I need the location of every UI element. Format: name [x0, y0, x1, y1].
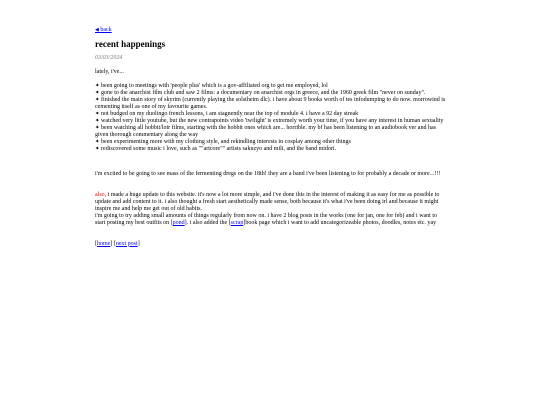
- update-paragraph: [95, 192, 447, 227]
- list-item: [95, 97, 447, 111]
- list-item: [95, 146, 447, 153]
- list-item: [95, 111, 447, 118]
- post-nav: [95, 241, 447, 248]
- bracket-close: ]: [137, 240, 140, 247]
- bracket-open: [: [113, 240, 116, 247]
- scrapbook-link[interactable]: scrap: [230, 219, 244, 226]
- also-prefix: also,: [95, 191, 107, 198]
- sparkle-bullet-icon: ✦: [95, 139, 100, 146]
- sparkle-bullet-icon: ✦: [95, 110, 100, 117]
- excited-paragraph: i'm excited to be going to see mass of the fermenting dregs on the 18th! they are a band i've been listening to for probably a decade or more...!!!: [95, 171, 441, 177]
- bracket-close: ]: [110, 240, 113, 247]
- back-arrow-icon: ◀: [95, 26, 99, 33]
- list-item-text: finished the main story of skyrim (currently playing the solstheim dlc). i have about 9 books worth of tes infodumping to do now. morrowind is cementing itself as one of my favourite games.: [95, 96, 446, 110]
- list-item: [95, 90, 447, 97]
- back-link-anchor[interactable]: [95, 27, 112, 33]
- update-text-1: i made a huge update to this website. it's now a lot more simple, and i've done this in the interest of making it as easy for me as possible to update and add content to it. i also thought a fresh start aesthetically made sense, both because it's what i've been doing irl and because it might inspire me and help me get out of old habits.: [95, 191, 440, 212]
- sparkle-bullet-icon: ✦: [95, 125, 100, 132]
- happenings-list: [95, 83, 447, 154]
- list-item: [95, 83, 447, 90]
- next-post-link[interactable]: next post: [115, 240, 138, 247]
- update-text-2: i'm going to try adding small amounts of things regularly from now on. i have 2 blog posts in the works (one for jan, one for feb) and i want to start posting my best outfits on [: [95, 212, 438, 226]
- list-item-text: not budged on my duolingo french lessons, i am stagnently near the top of module 4. i have a 92 day streak: [101, 110, 359, 117]
- list-item: [95, 118, 447, 125]
- update-text-4: ]book page which i want to add uncategorizeable photos, doodles, notes etc. yay: [243, 219, 437, 226]
- sparkle-bullet-icon: ✦: [95, 96, 100, 103]
- bracket-open: [: [95, 240, 97, 247]
- home-link[interactable]: home: [97, 240, 111, 247]
- sparkle-bullet-icon: ✦: [95, 117, 100, 124]
- list-item-text: been experimenting more with my clothing style, and rekindling interests in cosplay among other things: [101, 139, 351, 146]
- post-title: recent happenings: [95, 39, 166, 49]
- post-intro: lately, i've...: [95, 68, 124, 75]
- list-item: [95, 125, 447, 139]
- list-item-text: gone to the anarchist film club and saw 2 films: a documentary on anarchist orgs in greece, and the 1960 greek film "never on sunday".: [101, 89, 426, 96]
- list-item-text: rediscovered some music i love, such as ""artcore"" artists sakuzyo and mili, and the band midori.: [101, 146, 337, 153]
- update-text-3: ]. i also added the [: [184, 219, 231, 226]
- list-item-text: been going to meetings with 'people plus' which is a gov-affiliated org to get me employed, lol: [101, 82, 328, 89]
- pond-link[interactable]: pond: [172, 219, 185, 226]
- list-item-text: watched very little youtube, but the new contrapoints video 'twilight' is extremely worth your time, if you have any interest in human sexuality: [101, 117, 444, 124]
- sparkle-bullet-icon: ✦: [95, 89, 100, 96]
- back-link[interactable]: [95, 27, 447, 34]
- sparkle-bullet-icon: ✦: [95, 146, 100, 153]
- sparkle-bullet-icon: ✦: [95, 82, 100, 89]
- post-date: 03/03/2024: [95, 54, 123, 61]
- list-item-text: been watching all hobbit/lotr films, starting with the hobbit ones which are... horrible. my bf has been listening to an audiobook ver and has given thorough commentary along the way: [95, 125, 436, 139]
- back-label: back: [100, 26, 112, 33]
